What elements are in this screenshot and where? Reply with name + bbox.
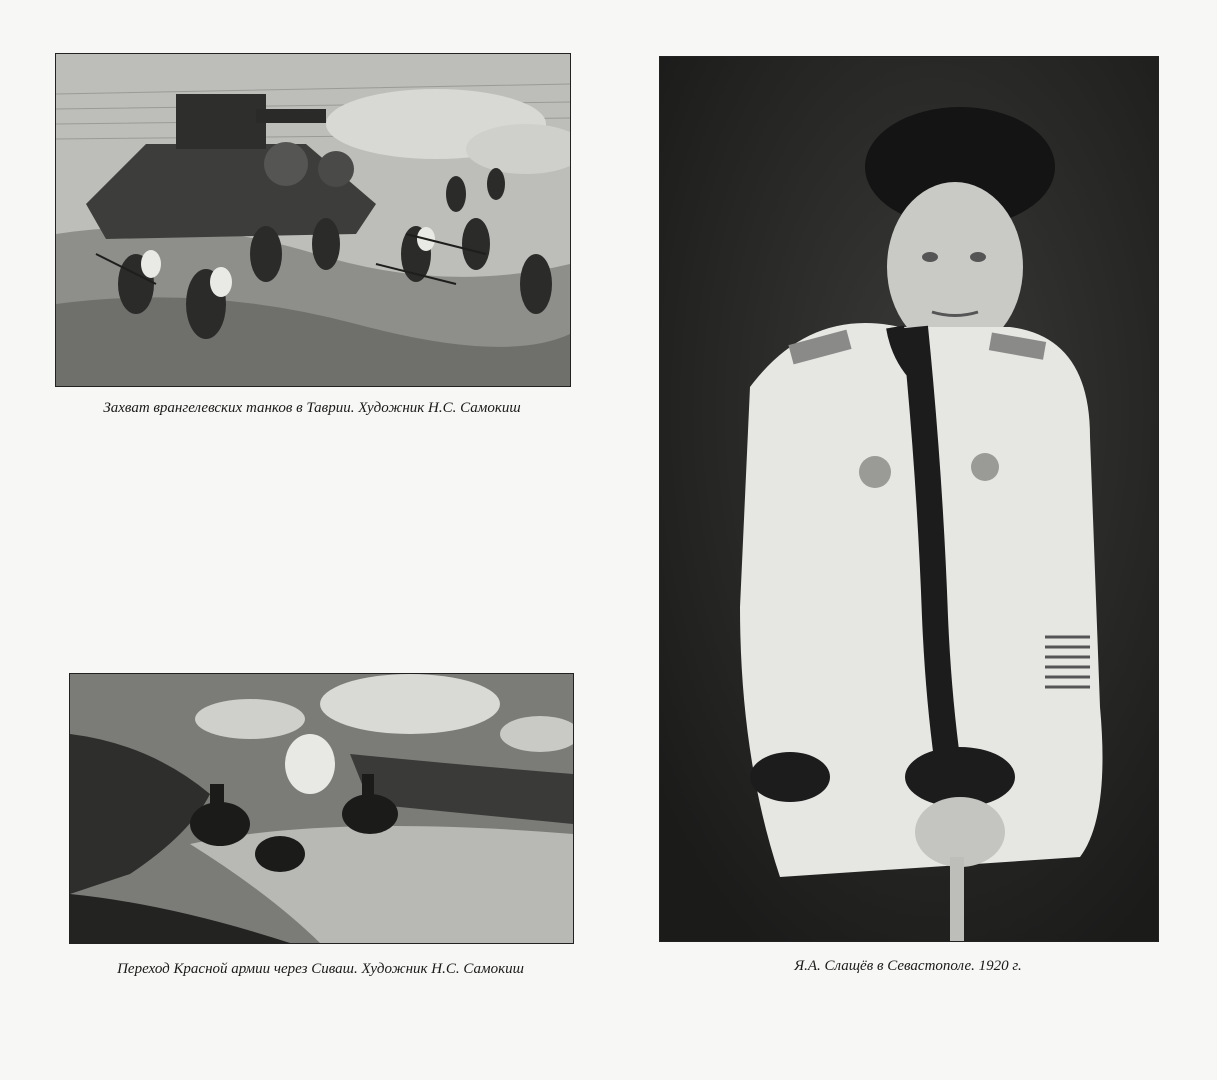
tank-capture-engraving [56,54,570,386]
caption-tank-capture: Захват врангелевских танков в Таврии. Художник Н.С. Самокиш [103,400,521,416]
sivash-crossing-engraving [70,674,573,943]
photo-portrait-slashchov [659,56,1159,942]
caption-sivash-crossing: Переход Красной армии через Сиваш. Художник Н.С. Самокиш [117,961,524,977]
portrait-photograph [660,57,1158,941]
illustration-sivash-crossing [69,673,574,944]
illustration-tank-capture [55,53,571,387]
caption-portrait: Я.А. Слащёв в Севастополе. 1920 г. [794,958,1022,974]
